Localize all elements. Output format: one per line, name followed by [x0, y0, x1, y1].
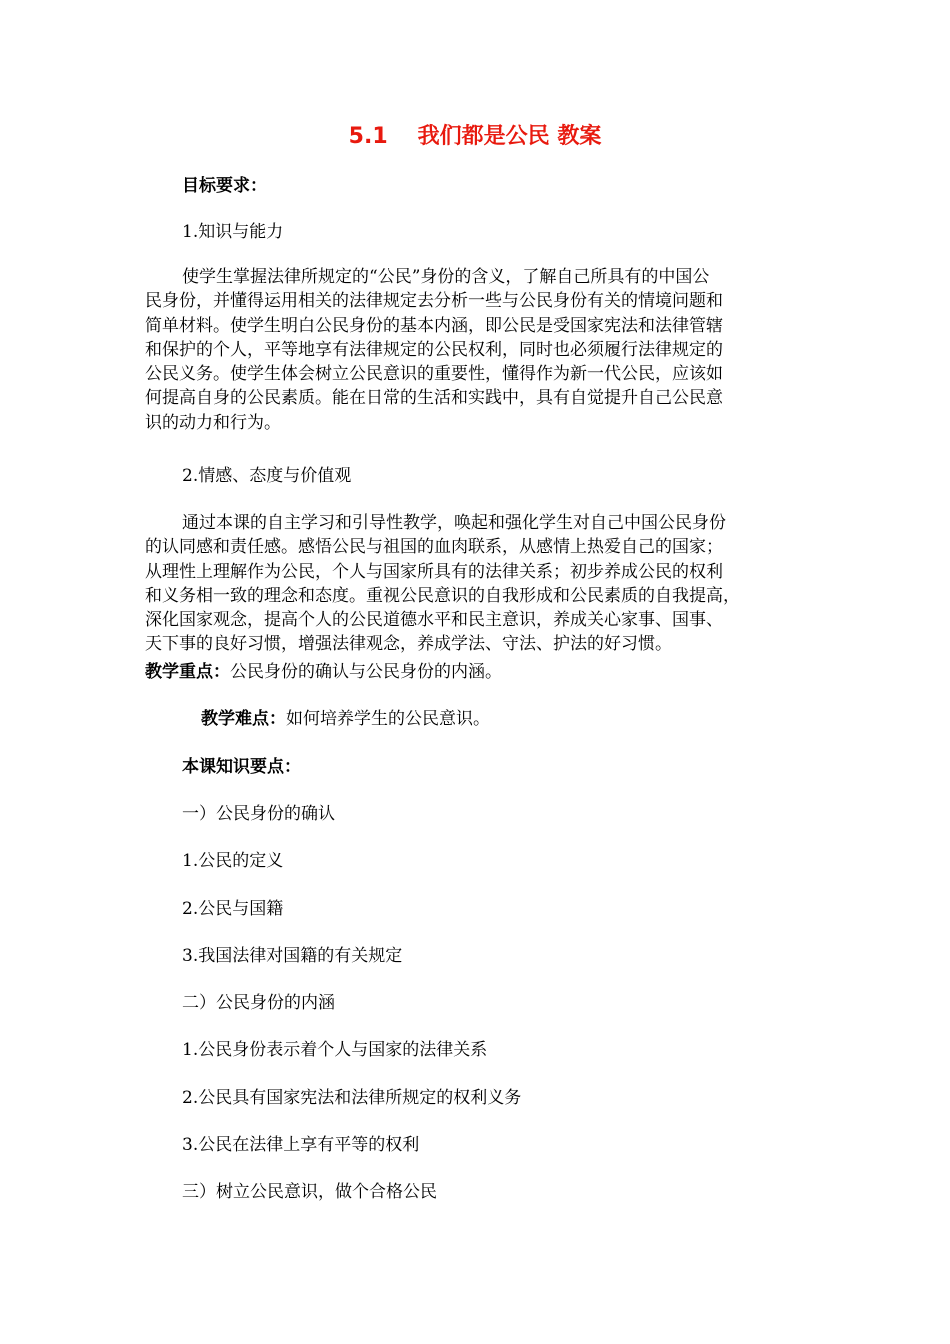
goals-heading: 目标要求：: [182, 176, 267, 196]
section1-line: 使学生掌握法律所规定的“公民”身份的含义，了解自己所具有的中国公: [182, 267, 710, 287]
key-point-label: 教学重点：: [145, 662, 230, 682]
outline-item: 3.我国法律对国籍的有关规定: [182, 946, 403, 966]
section1-paragraph: [145, 265, 805, 435]
section1-line: 公民义务。使学生体会树立公民意识的重要性，懂得作为新一代公民，应该如: [145, 364, 723, 385]
outline-item: 1.公民身份表示着个人与国家的法律关系: [182, 1040, 488, 1060]
key-point-text: 公民身份的确认与公民身份的内涵。: [230, 662, 502, 682]
section2-heading: 2.情感、态度与价值观: [182, 466, 352, 486]
section1-line: 识的动力和行为。: [145, 412, 281, 433]
outline-item: 2.公民与国籍: [182, 899, 284, 919]
section2-paragraph: [145, 511, 805, 657]
outline-item: 2.公民具有国家宪法和法律所规定的权利义务: [182, 1088, 522, 1108]
outline-item: 一）公民身份的确认: [182, 804, 335, 824]
key-point: [145, 660, 502, 684]
outline-item: 1.公民的定义: [182, 851, 284, 871]
section1-line: 和保护的个人，平等地享有法律规定的公民权利，同时也必须履行法律规定的: [145, 339, 723, 360]
outline-item: 3.公民在法律上享有平等的权利: [182, 1135, 420, 1155]
section2-line: 天下事的良好习惯，增强法律观念，养成学法、守法、护法的好习惯。: [145, 634, 672, 655]
difficult-point-label: 教学难点：: [201, 709, 286, 729]
difficult-point: [201, 707, 490, 731]
section2-line: 从理性上理解作为公民，个人与国家所具有的法律关系；初步养成公民的权利: [145, 561, 723, 582]
outline-item: 二）公民身份的内涵: [182, 993, 335, 1013]
section2-line: 和义务相一致的理念和态度。重视公民意识的自我形成和公民素质的自我提高，: [145, 585, 740, 606]
difficult-point-text: 如何培养学生的公民意识。: [286, 709, 490, 729]
title-number: 5.1: [348, 124, 388, 149]
section1-line: 民身份，并懂得运用相关的法律规定去分析一些与公民身份有关的情境问题和: [145, 291, 723, 312]
section2-line: 的认同感和责任感。感悟公民与祖国的血肉联系，从感情上热爱自己的国家；: [145, 537, 723, 558]
document-title: [0, 122, 950, 152]
section2-line: 通过本课的自主学习和引导性教学，唤起和强化学生对自己中国公民身份: [182, 513, 726, 533]
section1-line: 简单材料。使学生明白公民身份的基本内涵，即公民是受国家宪法和法律管辖: [145, 315, 723, 336]
knowledge-heading: 本课知识要点：: [182, 757, 301, 777]
section1-heading: 1.知识与能力: [182, 222, 284, 242]
title-text: 我们都是公民 教案: [417, 124, 602, 149]
section2-line: 深化国家观念，提高个人的公民道德水平和民主意识，养成关心家事、国事、: [145, 610, 723, 631]
outline-item: 三）树立公民意识，做个合格公民: [182, 1182, 437, 1202]
section1-line: 何提高自身的公民素质。能在日常的生活和实践中，具有自觉提升自己公民意: [145, 388, 723, 409]
